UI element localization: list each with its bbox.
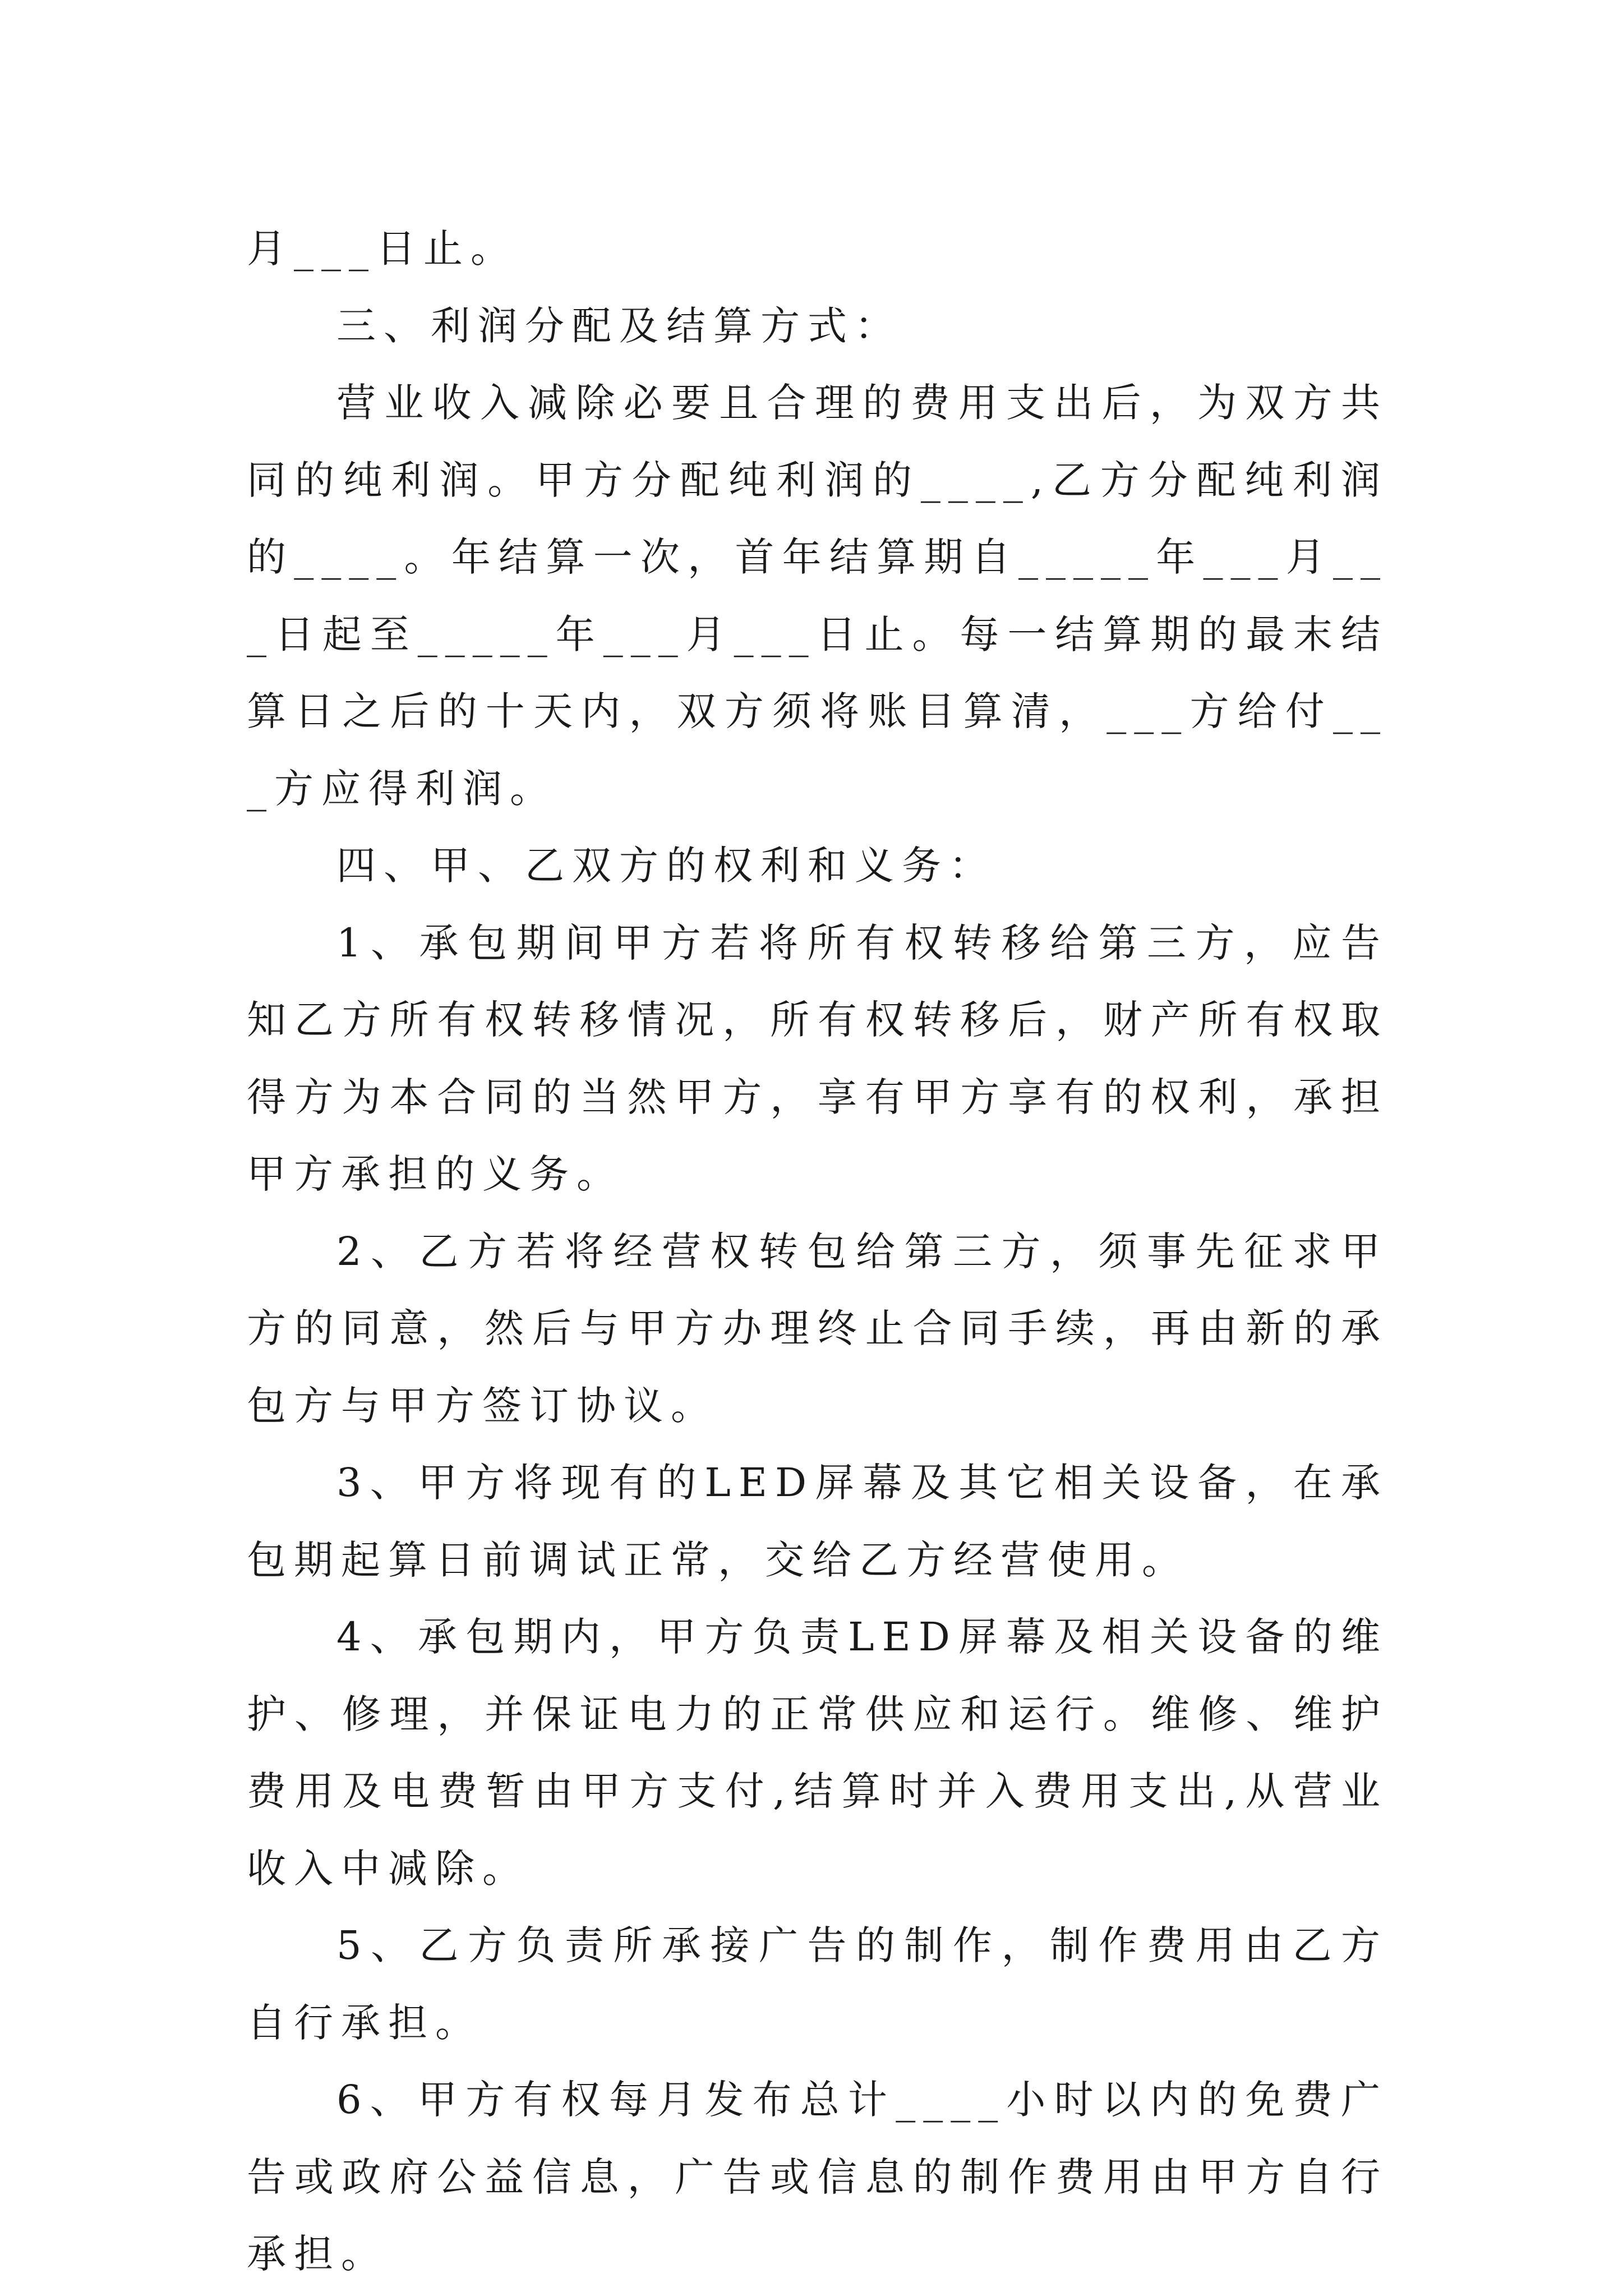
clause-1: 1、承包期间甲方若将所有权转移给第三方，应告知乙方所有权转移情况，所有权转移后，财产所有权取得方为本合同的当然甲方，享有甲方享有的权利，承担甲方承担的义务。: [247, 919, 1388, 1197]
document-body: [247, 210, 1388, 2293]
paragraph-continuation: 月___日止。: [247, 226, 518, 272]
clause-6: 6、甲方有权每月发布总计____小时以内的免费广告或政府公益信息，广告或信息的制作费用由甲方自行承担。: [247, 2077, 1388, 2277]
clause-3: 3、甲方将现有的LED屏幕及其它相关设备，在承包期起算日前调试正常，交给乙方经营使用。: [247, 1460, 1388, 1583]
clause-5: 5、乙方负责所承接广告的制作，制作费用由乙方自行承担。: [247, 1922, 1388, 2046]
section-heading-rights-obligations: 四、甲、乙双方的权利和义务：: [336, 843, 996, 889]
section-heading-profit-distribution: 三、利润分配及结算方式：: [336, 302, 902, 349]
clause-2: 2、乙方若将经营权转包给第三方，须事先征求甲方的同意，然后与甲方办理终止合同手续，再由新的承包方与甲方签订协议。: [247, 1228, 1388, 1429]
paragraph-profit-settlement: 营业收入减除必要且合理的费用支出后，为双方共同的纯利润。甲方分配纯利润的____,乙方分配纯利润的____。年结算一次，首年结算期自_____年___月___日起至_____年___月___日止。每一结算期的最末结算日之后的十天内，双方须将账目算清，___方给付___方应得利润。: [247, 380, 1388, 812]
clause-4: 4、承包期内，甲方负责LED屏幕及相关设备的维护、修理，并保证电力的正常供应和运行。维修、维护费用及电费暂由甲方支付,结算时并入费用支出,从营业收入中减除。: [247, 1614, 1388, 1892]
